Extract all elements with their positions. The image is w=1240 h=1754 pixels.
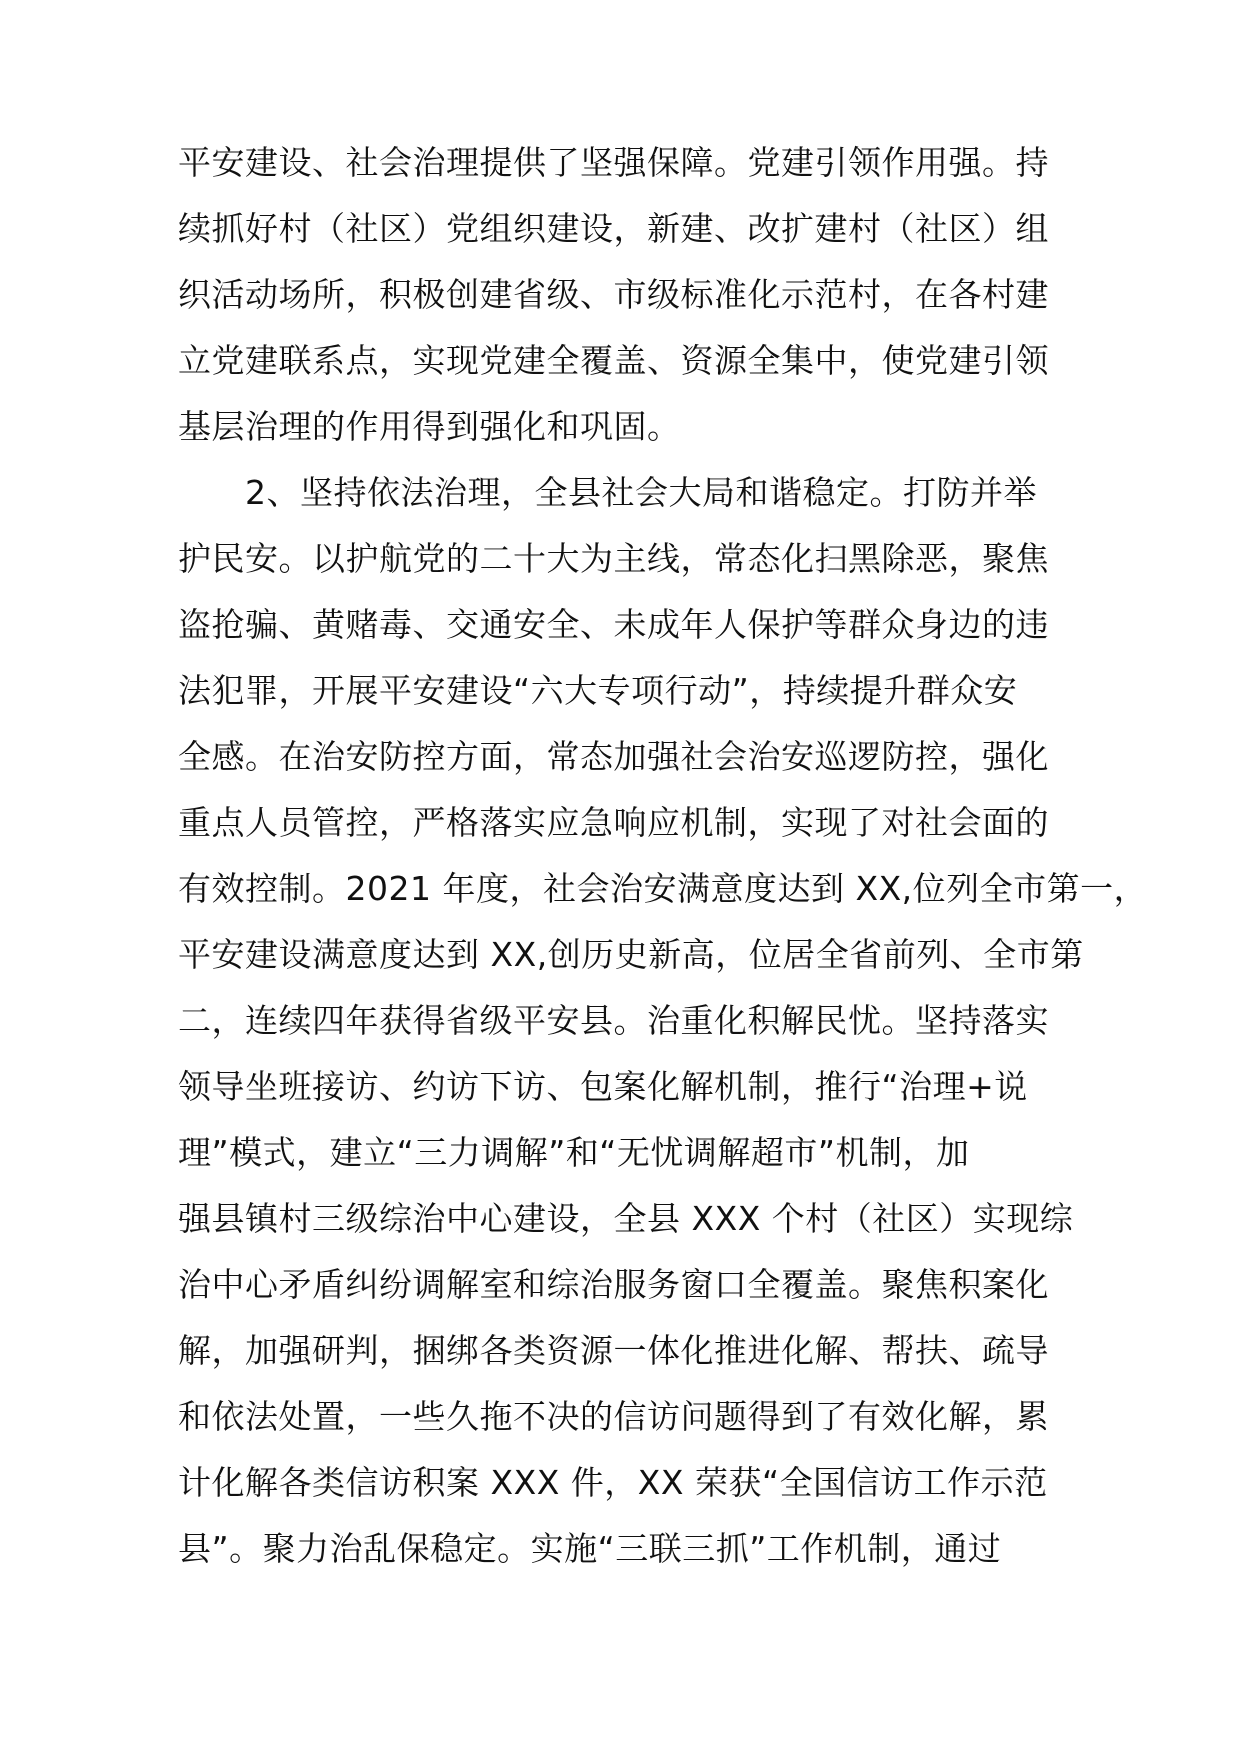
text-line: 重点人员管控，严格落实应急响应机制，实现了对社会面的 xyxy=(178,803,1049,842)
text-line: 平安建设满意度达到 XX,创历史新高，位居全省前列、全市第 xyxy=(178,935,1084,974)
text-line: 全感。在治安防控方面，常态加强社会治安巡逻防控，强化 xyxy=(178,737,1049,776)
text-line: 续抓好村（社区）党组织建设，新建、改扩建村（社区）组 xyxy=(178,209,1049,248)
text-line: 治中心矛盾纠纷调解室和综治服务窗口全覆盖。聚焦积案化 xyxy=(178,1265,1049,1304)
text-line: 护民安。以护航党的二十大为主线，常态化扫黑除恶，聚焦 xyxy=(178,539,1049,578)
text-line: 织活动场所，积极创建省级、市级标准化示范村，在各村建 xyxy=(178,275,1049,314)
text-line: 和依法处置，一些久拖不决的信访问题得到了有效化解，累 xyxy=(178,1397,1049,1436)
text-line: 解，加强研判，捆绑各类资源一体化推进化解、帮扶、疏导 xyxy=(178,1331,1049,1370)
text-line: 盗抢骗、黄赌毒、交通安全、未成年人保护等群众身边的违 xyxy=(178,605,1049,644)
text-line: 计化解各类信访积案 XXX 件，XX 荣获“全国信访工作示范 xyxy=(178,1463,1048,1502)
text-line: 有效控制。2021 年度，社会治安满意度达到 XX,位列全市第一， xyxy=(178,869,1148,908)
body-text xyxy=(178,130,1148,1582)
text-line: 强县镇村三级综治中心建设，全县 XXX 个村（社区）实现综 xyxy=(178,1199,1074,1238)
text-line: 二，连续四年获得省级平安县。治重化积解民忧。坚持落实 xyxy=(178,1001,1049,1040)
text-line: 基层治理的作用得到强化和巩固。 xyxy=(178,407,681,446)
text-line: 立党建联系点，实现党建全覆盖、资源全集中，使党建引领 xyxy=(178,341,1049,380)
text-line: 理”模式，建立“三力调解”和“无忧调解超市”机制，加 xyxy=(178,1133,970,1172)
text-line: 法犯罪，开展平安建设“六大专项行动”，持续提升群众安 xyxy=(178,671,1018,710)
text-line: 2、坚持依法治理，全县社会大局和谐稳定。打防并举 xyxy=(178,473,1037,512)
text-line: 领导坐班接访、约访下访、包案化解机制，推行“治理+说 xyxy=(178,1067,1028,1106)
text-line: 平安建设、社会治理提供了坚强保障。党建引领作用强。持 xyxy=(178,143,1049,182)
text-line: 县”。聚力治乱保稳定。实施“三联三抓”工作机制，通过 xyxy=(178,1529,1002,1568)
